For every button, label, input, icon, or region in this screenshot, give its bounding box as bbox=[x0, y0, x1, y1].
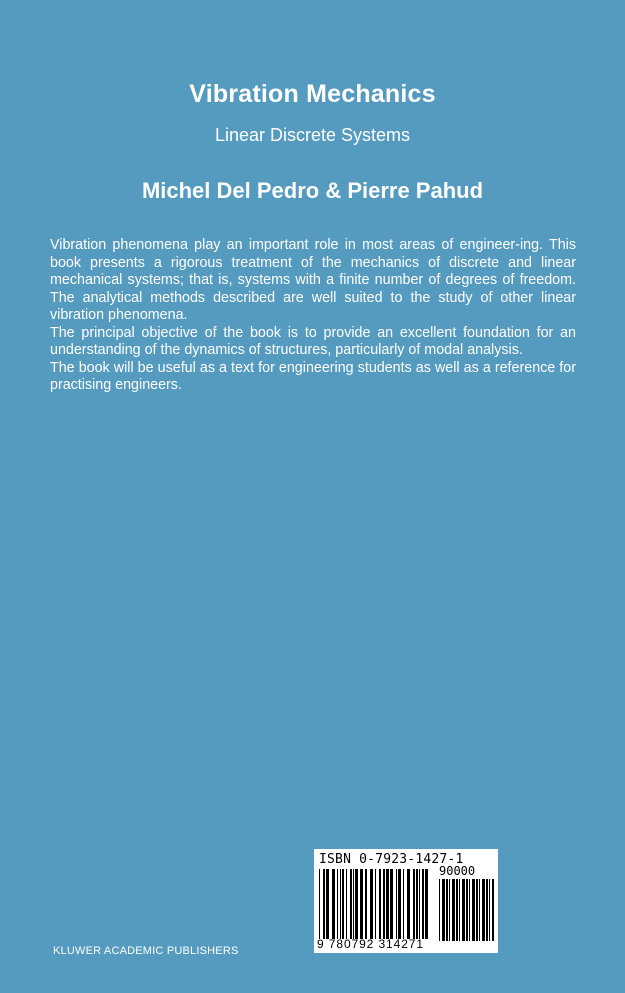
barcode-bar bbox=[326, 869, 329, 939]
barcode-bar bbox=[396, 869, 397, 939]
barcode-bar bbox=[340, 869, 341, 939]
barcode-bar bbox=[332, 869, 335, 939]
barcode-bar bbox=[442, 879, 445, 941]
barcode-bar bbox=[379, 869, 381, 939]
barcode-bar bbox=[355, 869, 358, 939]
barcode-bar bbox=[459, 879, 460, 941]
barcode-bar bbox=[386, 869, 389, 939]
barcode-bar bbox=[439, 879, 440, 941]
barcode-bar bbox=[323, 869, 325, 939]
barcode-bar bbox=[383, 869, 385, 939]
barcode-bar bbox=[375, 869, 376, 939]
barcode-bar bbox=[353, 869, 354, 939]
barcode-bar bbox=[462, 879, 465, 941]
barcode-bar bbox=[390, 869, 393, 939]
barcode-bar bbox=[407, 869, 410, 939]
barcode-bar bbox=[452, 879, 455, 941]
barcode-bar bbox=[416, 869, 418, 939]
barcode-main-svg bbox=[319, 869, 431, 939]
blurb-paragraph-3: The book will be useful as a text for engineering students as well as a reference for practising engineers. bbox=[50, 359, 576, 393]
barcode-bar bbox=[342, 869, 344, 939]
blurb-paragraph-1: Vibration phenomena play an important role in most areas of engineer-ing. This book presents a rigorous treatment of the mechanics of discrete and linear mechanical systems; that is, systems with a finite number of degrees of freedom. The analytical methods described are well suited to the study of other linear vibration phenomena. bbox=[50, 237, 576, 323]
barcode-ean-digits: 9 780792 314271 bbox=[317, 937, 424, 951]
barcode-bar bbox=[489, 879, 490, 941]
barcode-addon-bars bbox=[439, 879, 494, 941]
barcode-bar bbox=[446, 879, 448, 941]
barcode-bar bbox=[425, 869, 428, 939]
barcode-bar bbox=[449, 879, 450, 941]
barcode-bar bbox=[365, 869, 367, 939]
barcode-bar bbox=[456, 879, 458, 941]
barcode-bar bbox=[476, 879, 478, 941]
barcode-bar bbox=[482, 879, 485, 941]
isbn-barcode bbox=[314, 849, 498, 953]
barcode-bar bbox=[403, 869, 404, 939]
barcode-bar bbox=[472, 879, 475, 941]
barcode-bar bbox=[370, 869, 373, 939]
barcode-addon-svg bbox=[439, 879, 494, 941]
barcode-bar bbox=[360, 869, 363, 939]
publisher-name: KLUWER ACADEMIC PUBLISHERS bbox=[53, 945, 239, 957]
barcode-bar bbox=[469, 879, 470, 941]
barcode-bar bbox=[492, 879, 494, 941]
blurb bbox=[50, 237, 576, 395]
barcode-bar bbox=[466, 879, 468, 941]
book-authors: Michel Del Pedro & Pierre Pahud bbox=[141, 178, 484, 203]
barcode-main-bars bbox=[319, 869, 431, 939]
barcode-bar bbox=[350, 869, 352, 939]
barcode-bar bbox=[486, 879, 488, 941]
barcode-bar bbox=[479, 879, 480, 941]
book-subtitle: Linear Discrete Systems bbox=[214, 125, 411, 145]
barcode-bar bbox=[419, 869, 420, 939]
barcode-bar bbox=[319, 869, 320, 939]
barcode-bar bbox=[337, 869, 338, 939]
barcode-bar bbox=[413, 869, 415, 939]
isbn-label: ISBN 0-7923-1427-1 bbox=[319, 852, 464, 867]
blurb-paragraph-2: The principal objective of the book is to provide an excellent foundation for an understanding of the dynamics of structures, particularly of modal analysis. bbox=[50, 324, 576, 358]
book-title: Vibration Mechanics bbox=[189, 80, 436, 108]
barcode-addon-digits: 90000 bbox=[439, 864, 476, 878]
barcode-bar bbox=[422, 869, 424, 939]
barcode-bar bbox=[346, 869, 347, 939]
barcode-bar bbox=[398, 869, 401, 939]
